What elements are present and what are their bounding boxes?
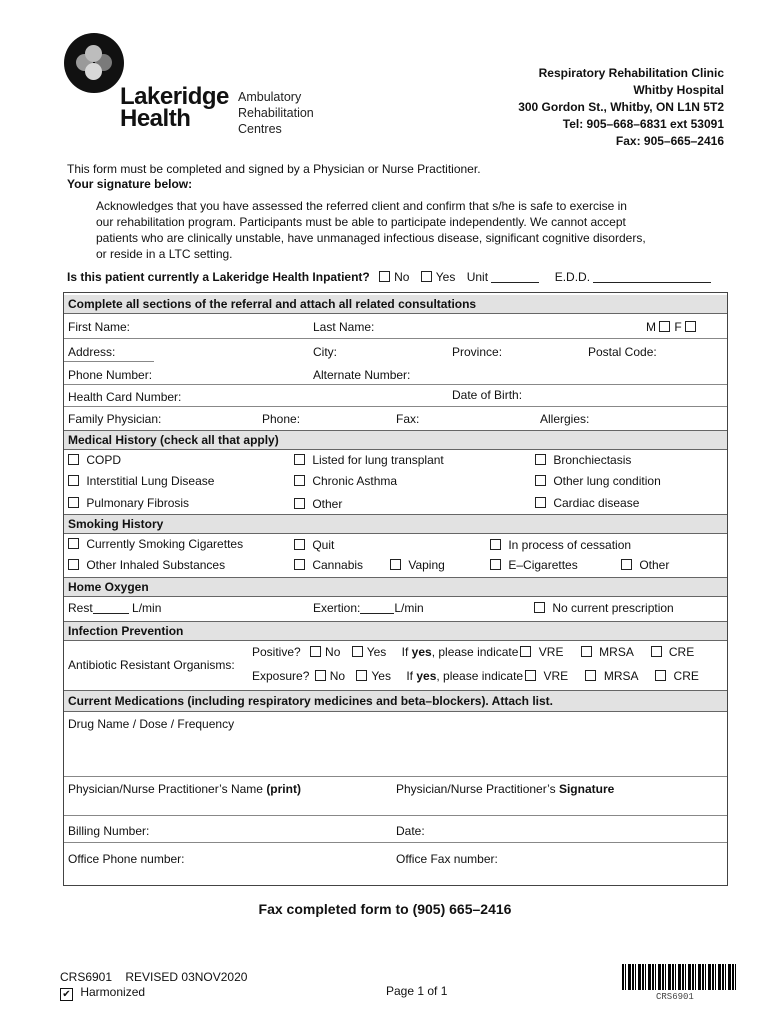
physician-name-field[interactable]: Physician/Nurse Practitioner’s Name (print)	[68, 782, 301, 796]
checkbox[interactable]	[68, 559, 79, 570]
allergies-label[interactable]: Allergies:	[540, 412, 590, 426]
inhaled-option[interactable]: Other Inhaled Substances	[68, 558, 225, 572]
section-smoking-history: Smoking History	[64, 514, 727, 534]
alternate-number-label[interactable]: Alternate Number:	[313, 368, 411, 382]
checkbox[interactable]	[294, 539, 305, 550]
checkbox[interactable]	[390, 559, 401, 570]
rest-oxygen-field[interactable]: Rest L/min	[68, 601, 162, 615]
city-label[interactable]: City:	[313, 345, 337, 359]
fax-instruction: Fax completed form to (905) 665–2416	[258, 901, 512, 917]
unit-field[interactable]	[491, 282, 539, 283]
dob-label[interactable]: Date of Birth:	[452, 388, 523, 402]
intro-text: This form must be completed and signed by a Physician or Nurse Practitioner. Your signature below:	[67, 162, 481, 191]
province-label[interactable]: Province:	[452, 345, 503, 359]
checked-box-icon: ✔	[60, 988, 73, 1001]
checkbox[interactable]	[535, 475, 546, 486]
vaping-option[interactable]: Vaping	[390, 558, 445, 572]
checkbox[interactable]	[534, 602, 545, 613]
exposure-no-checkbox[interactable]	[315, 670, 326, 681]
exposure-vre-checkbox[interactable]	[525, 670, 536, 681]
barcode-icon	[622, 964, 738, 990]
positive-mrsa-checkbox[interactable]	[581, 646, 592, 657]
aro-label: Antibiotic Resistant Organisms:	[68, 658, 235, 672]
section-medical-history: Medical History (check all that apply)	[64, 430, 727, 450]
lakeridge-logo-icon	[64, 33, 124, 93]
org-name: Lakeridge Health	[120, 83, 229, 132]
billing-number-field[interactable]: Billing Number:	[68, 824, 150, 838]
clinic-address: Respiratory Rehabilitation Clinic Whitby Hospital 300 Gordon St., Whitby, ON L1N 5T2 Tel: 905–668–6831 ext 53091 Fax: 905–665–2416	[518, 66, 724, 148]
cessation-option[interactable]: In process of cessation	[490, 538, 631, 552]
inpatient-no-checkbox[interactable]	[379, 271, 390, 282]
checkbox[interactable]	[68, 497, 79, 508]
checkbox[interactable]	[294, 559, 305, 570]
checkbox[interactable]	[68, 475, 79, 486]
other-smoking-option[interactable]: Other	[621, 558, 669, 572]
positive-no-checkbox[interactable]	[310, 646, 321, 657]
inpatient-question: Is this patient currently a Lakeridge Health Inpatient? No Yes Unit E.D.D.	[67, 270, 711, 284]
checkbox[interactable]	[621, 559, 632, 570]
drug-list-field[interactable]: Drug Name / Dose / Frequency	[68, 717, 235, 731]
checkbox[interactable]	[68, 538, 79, 549]
office-phone-field[interactable]: Office Phone number:	[68, 852, 185, 866]
last-name-label[interactable]: Last Name:	[313, 320, 375, 334]
checkbox[interactable]	[294, 498, 305, 509]
physician-phone-label[interactable]: Phone:	[262, 412, 301, 426]
exposure-yes-checkbox[interactable]	[356, 670, 367, 681]
form-code: CRS6901 REVISED 03NOV2020	[60, 970, 248, 984]
male-checkbox[interactable]	[659, 321, 670, 332]
health-card-label[interactable]: Health Card Number:	[68, 390, 182, 404]
section-complete: Complete all sections of the referral and attach all related consultations	[64, 295, 727, 314]
bronchiectasis-option[interactable]: Bronchiectasis	[535, 453, 631, 467]
physician-fax-label[interactable]: Fax:	[396, 412, 420, 426]
exposure-row: Exposure? No Yes If yes, please indicate VRE MRSA CRE	[252, 669, 699, 683]
phone-number-label[interactable]: Phone Number:	[68, 368, 153, 382]
other-medical-option[interactable]: Other	[294, 497, 342, 511]
section-medications: Current Medications (including respiratory medicines and beta–blockers). Attach list.	[64, 690, 727, 712]
checkbox[interactable]	[535, 454, 546, 465]
female-checkbox[interactable]	[685, 321, 696, 332]
no-prescription-option[interactable]: No current prescription	[534, 601, 674, 615]
current-smoker-option[interactable]: Currently Smoking Cigarettes	[68, 537, 243, 551]
section-home-oxygen: Home Oxygen	[64, 577, 727, 597]
office-fax-field[interactable]: Office Fax number:	[396, 852, 498, 866]
other-lung-option[interactable]: Other lung condition	[535, 474, 661, 488]
exertion-oxygen-field[interactable]: Exertion: L/min	[313, 601, 424, 615]
positive-vre-checkbox[interactable]	[520, 646, 531, 657]
positive-cre-checkbox[interactable]	[651, 646, 662, 657]
positive-row: Positive? No Yes If yes, please indicate VRE MRSA CRE	[252, 645, 695, 659]
checkbox[interactable]	[68, 454, 79, 465]
postal-code-label[interactable]: Postal Code:	[588, 345, 657, 359]
barcode-label: CRS6901	[656, 992, 694, 1002]
exposure-cre-checkbox[interactable]	[655, 670, 666, 681]
date-field[interactable]: Date:	[396, 824, 425, 838]
exposure-mrsa-checkbox[interactable]	[585, 670, 596, 681]
physician-signature-field[interactable]: Physician/Nurse Practitioner’s Signature	[396, 782, 615, 796]
fibrosis-option[interactable]: Pulmonary Fibrosis	[68, 496, 189, 510]
checkbox[interactable]	[294, 454, 305, 465]
positive-yes-checkbox[interactable]	[352, 646, 363, 657]
checkbox[interactable]	[535, 497, 546, 508]
page-number: Page 1 of 1	[386, 984, 448, 998]
checkbox[interactable]	[294, 475, 305, 486]
referral-form	[63, 292, 728, 886]
family-physician-label[interactable]: Family Physician:	[68, 412, 162, 426]
cannabis-option[interactable]: Cannabis	[294, 558, 363, 572]
first-name-label[interactable]: First Name:	[68, 320, 131, 334]
copd-option[interactable]: COPD	[68, 453, 121, 467]
asthma-option[interactable]: Chronic Asthma	[294, 474, 397, 488]
acknowledgement-text: Acknowledges that you have assessed the referred client and confirm that s/he is safe to exercise in our rehabilitation program. Participants must be able to participate independently. We cannot accept patients who are clinically unstable, have unmanaged infectious disease, significant cognitive disorders, or reside in a LTC setting.	[96, 199, 646, 261]
section-infection-prevention: Infection Prevention	[64, 621, 727, 641]
transplant-option[interactable]: Listed for lung transplant	[294, 453, 444, 467]
harmonized-label: ✔ Harmonized	[60, 985, 145, 1001]
checkbox[interactable]	[490, 559, 501, 570]
ild-option[interactable]: Interstitial Lung Disease	[68, 474, 214, 488]
org-subtitle: Ambulatory Rehabilitation Centres	[238, 90, 314, 136]
quit-option[interactable]: Quit	[294, 538, 334, 552]
edd-field[interactable]	[593, 282, 711, 283]
inpatient-yes-checkbox[interactable]	[421, 271, 432, 282]
sex-options: M F	[646, 320, 700, 334]
checkbox[interactable]	[490, 539, 501, 550]
address-label[interactable]: Address:	[68, 345, 116, 359]
cardiac-option[interactable]: Cardiac disease	[535, 496, 639, 510]
ecig-option[interactable]: E–Cigarettes	[490, 558, 578, 572]
